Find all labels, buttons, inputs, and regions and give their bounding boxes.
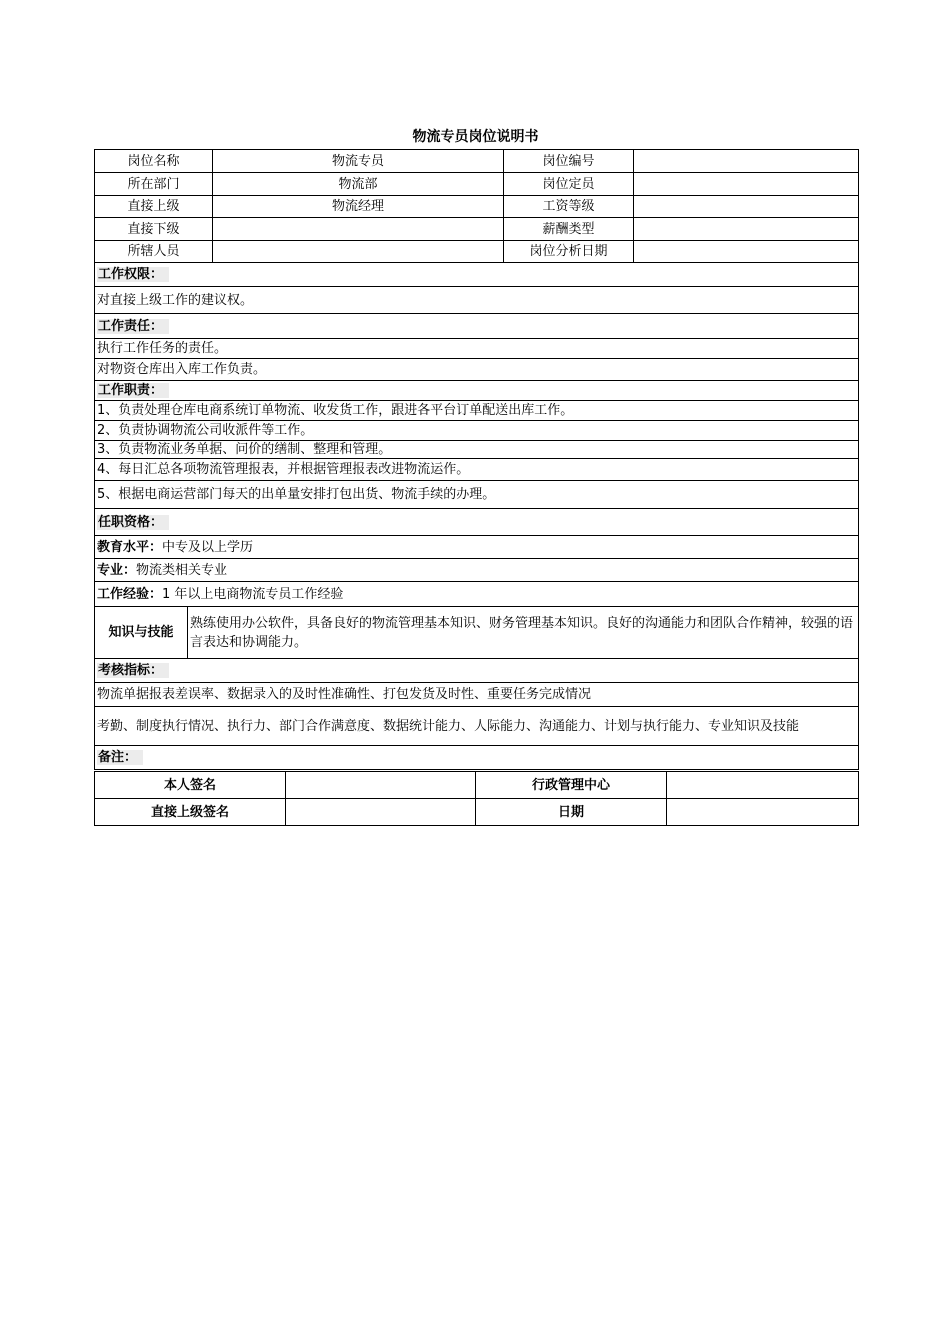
authority-item: 对直接上级工作的建议权。 — [95, 287, 859, 314]
list-item — [95, 441, 859, 459]
section-header-row — [95, 746, 859, 770]
info-label: 岗位分析日期 — [504, 241, 634, 263]
major-value: 物流类相关专业 — [136, 562, 228, 578]
remarks-header: 备注： — [97, 750, 143, 765]
assessment-header: 考核指标： — [97, 663, 169, 678]
list-item — [95, 339, 859, 359]
skills-value: 熟练使用办公软件，具备良好的物流管理基本知识、财务管理基本知识。良好的沟通能力和团队合作精神，较强的语言表达和协调能力。 — [188, 607, 859, 659]
duty-item: 4、每日汇总各项物流管理报表，并根据管理报表改进物流运作。 — [95, 459, 859, 481]
qualification-header: 任职资格： — [97, 515, 169, 530]
list-item — [95, 359, 859, 381]
admin-center-label: 行政管理中心 — [476, 772, 667, 799]
signature-row — [95, 799, 859, 826]
info-label: 工资等级 — [504, 196, 634, 218]
qualification-row — [95, 582, 859, 607]
major-label: 专业： — [97, 562, 137, 578]
info-row — [95, 196, 859, 218]
duty-item: 2、负责协调物流公司收派件等工作。 — [95, 421, 859, 441]
section-header-row — [95, 314, 859, 339]
info-row — [95, 218, 859, 241]
info-label: 薪酬类型 — [504, 218, 634, 241]
experience-label: 工作经验： — [97, 586, 163, 602]
list-item — [95, 481, 859, 509]
basic-info-table — [94, 149, 859, 263]
admin-center-field — [667, 772, 859, 799]
signature-row — [95, 772, 859, 799]
info-row — [95, 241, 859, 263]
info-value — [634, 241, 859, 263]
list-item — [95, 707, 859, 746]
duties-header: 工作职责： — [97, 383, 169, 398]
list-item — [95, 421, 859, 441]
info-label: 岗位定员 — [504, 173, 634, 196]
self-signature-label: 本人签名 — [95, 772, 286, 799]
date-field — [667, 799, 859, 826]
date-label: 日期 — [476, 799, 667, 826]
info-label: 直接上级 — [95, 196, 213, 218]
skills-label: 知识与技能 — [95, 607, 188, 659]
education-label: 教育水平： — [97, 539, 163, 555]
duty-item: 5、根据电商运营部门每天的出单量安排打包出货、物流手续的办理。 — [95, 481, 859, 509]
self-signature-field — [286, 772, 476, 799]
responsibility-item: 执行工作任务的责任。 — [95, 339, 859, 359]
info-label: 直接下级 — [95, 218, 213, 241]
section-header-row — [95, 263, 859, 287]
info-label: 所在部门 — [95, 173, 213, 196]
responsibility-item: 对物资仓库出入库工作负责。 — [95, 359, 859, 381]
list-item — [95, 683, 859, 707]
experience-value: 1 年以上电商物流专员工作经验 — [162, 586, 344, 602]
section-header-row — [95, 381, 859, 401]
assessment-item: 物流单据报表差误率、数据录入的及时性准确性、打包发货及时性、重要任务完成情况 — [95, 683, 859, 707]
info-label: 所辖人员 — [95, 241, 213, 263]
section-header-row — [95, 659, 859, 683]
info-row — [95, 150, 859, 173]
info-value: 物流专员 — [213, 150, 504, 173]
info-value — [634, 196, 859, 218]
assessment-item: 考勤、制度执行情况、执行力、部门合作满意度、数据统计能力、人际能力、沟通能力、计划与执行能力、专业知识及技能 — [95, 707, 859, 746]
info-value — [634, 218, 859, 241]
info-value: 物流经理 — [213, 196, 504, 218]
supervisor-signature-field — [286, 799, 476, 826]
info-value — [213, 218, 504, 241]
education-value: 中专及以上学历 — [162, 539, 254, 555]
signature-table — [94, 771, 859, 826]
list-item — [95, 459, 859, 481]
section-header-row — [95, 509, 859, 536]
info-value — [634, 173, 859, 196]
document-title: 物流专员岗位说明书 — [412, 129, 539, 145]
info-value — [213, 241, 504, 263]
qualification-row — [95, 559, 859, 582]
qualification-row — [95, 536, 859, 559]
info-label: 岗位名称 — [95, 150, 213, 173]
responsibility-header: 工作责任： — [97, 319, 169, 334]
qualification-row — [95, 607, 859, 659]
authority-header: 工作权限： — [97, 267, 169, 282]
duty-item: 3、负责物流业务单据、问价的缮制、整理和管理。 — [95, 441, 859, 459]
info-row — [95, 173, 859, 196]
job-description-table — [94, 262, 859, 770]
info-label: 岗位编号 — [504, 150, 634, 173]
list-item — [95, 287, 859, 314]
list-item — [95, 401, 859, 421]
info-value — [634, 150, 859, 173]
supervisor-signature-label: 直接上级签名 — [95, 799, 286, 826]
duty-item: 1、负责处理仓库电商系统订单物流、收发货工作，跟进各平台订单配送出库工作。 — [95, 401, 859, 421]
info-value: 物流部 — [213, 173, 504, 196]
